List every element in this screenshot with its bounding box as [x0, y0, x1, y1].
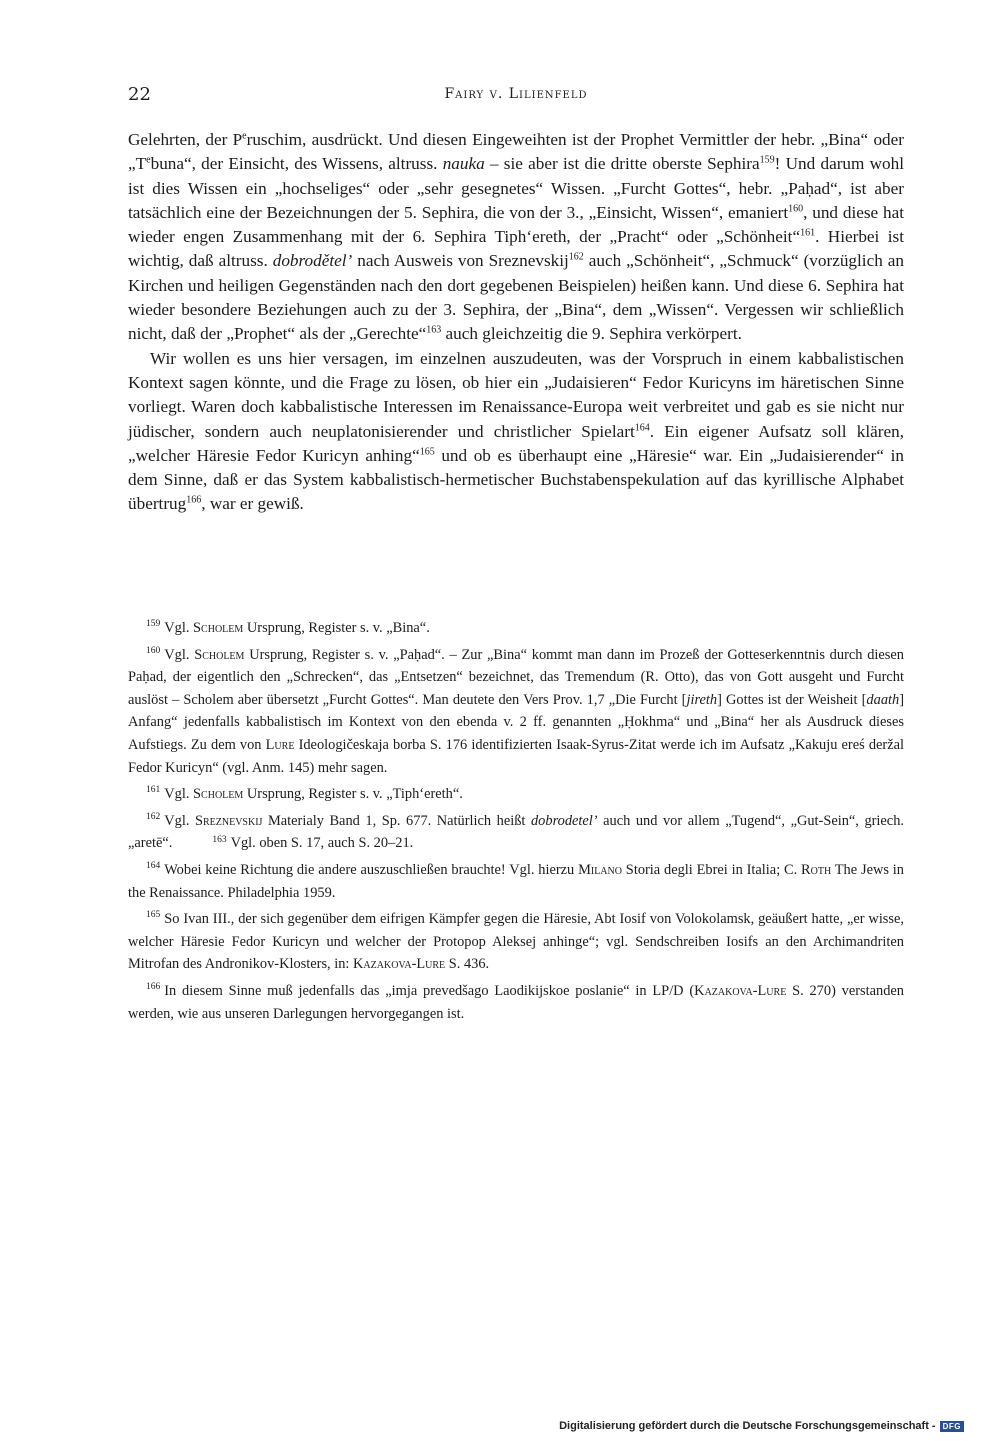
text-run: In diesem Sinne muß jedenfalls das „imja prevedšago Laodikijskoe poslanie“ in LP/D (	[164, 982, 695, 999]
footnote-number: 164	[146, 861, 161, 872]
text-run: So Ivan III., der sich gegenüber dem eifrigen Kämpfer gegen die Häresie, Abt Iosif von Volokolamsk, geäußert hatte, „er wisse, welcher Häresie Fedor Kuricyn und welcher der Protopop Aleksej anhinge“; vgl. Sendschreiben Iosifs an den Archimandriten Mitrofan des Andronikov-Klosters, in:	[128, 911, 904, 973]
footnote-reference: 161	[800, 227, 816, 239]
footnote-reference: 162	[568, 251, 584, 263]
body-paragraph	[128, 128, 904, 347]
footer-text: Digitalisierung gefördert durch die Deutsche Forschungsgemeinschaft -	[559, 1420, 936, 1432]
author-name: Milano	[578, 861, 622, 878]
text-run: Vgl.	[164, 812, 195, 829]
author-name: Scholem	[193, 620, 244, 636]
author-name: Scholem	[194, 646, 245, 663]
text-run: , und diese hat wieder engen Zusammenhang mit der 6. Sephira Tiph‘ereth, der „Pracht“ oder „Schönheit“	[128, 202, 904, 247]
footnote	[128, 859, 904, 904]
dfg-logo: DFG	[940, 1421, 964, 1432]
page-number: 22	[128, 84, 151, 105]
footnote-number: 166	[146, 982, 161, 993]
text-run: buna“, der Einsicht, des Wissens, altruss.	[150, 154, 443, 174]
text-run: Vgl.	[164, 620, 194, 636]
footnote-reference: 160	[788, 203, 804, 215]
footnote-reference: e	[242, 130, 247, 142]
text-run: S. 270) verstanden werden, wie aus unseren Darlegungen hervorgegangen ist.	[128, 982, 904, 1022]
text-run: Wobei keine Richtung die andere auszuschließen brauchte! Vgl. hierzu	[164, 861, 579, 878]
footnote-reference: 166	[186, 494, 202, 506]
italic-term: dobrodetel’	[530, 812, 598, 829]
footnote-reference: 165	[419, 446, 435, 458]
body-text	[128, 128, 904, 517]
footnote	[128, 908, 904, 976]
author-name: Kazakova-Lure	[694, 982, 787, 999]
text-run: Wir wollen es uns hier versagen, im einzelnen auszudeuten, was der Vorspruch in einem kabbalistischen Kontext sagen könnte, und die Frage zu lösen, ob hier ein „Judaisieren“ Fedor Kuricyns im häretischen Sinne vorliegt. Waren doch kabbalistische Interessen im Renaissance-Europa weit verbreitet und gab es sie nicht nur jüdischer, sondern auch neuplatonisierender und christlicher Spielart	[128, 348, 904, 441]
footnotes	[128, 617, 904, 1029]
footnote-reference: 164	[634, 421, 650, 433]
author-name: Kazakova-Lure	[353, 956, 446, 973]
text-run: . Ein eigener Aufsatz soll klären, „welcher Häresie Fedor Kuricyn anhing“	[128, 421, 904, 465]
text-run: und ob es überhaupt eine „Häresie“ war. Ein „Judaisierender“ in dem Sinne, daß er das System kabbalistisch-hermetischer Buchstabenspekulation auf das kyrillische Alphabet übertrug	[128, 445, 904, 514]
author-name: Sreznevskij	[194, 812, 263, 829]
text-run: auch „Schönheit“, „Schmuck“ (vorzüglich an Kirchen und heiligen Gegenständen nach den dort gegebenen Beispielen) heißen kann. Und diese 6. Sephira hat wieder besondere Beziehungen auch zu der 3. Sephira, der „Bina“, dem „Wissen“. Vergessen wir schließlich nicht, daß der „Prophet“ als der „Gerechte“	[128, 251, 904, 344]
text-run: ] Gottes ist der Weisheit [	[717, 691, 867, 708]
text-run: Vgl. oben S. 17, auch S. 20–21.	[230, 835, 414, 852]
digitization-footer	[559, 1420, 964, 1432]
footnote	[128, 644, 904, 780]
text-run: Storia degli Ebrei in Italia; C.	[621, 861, 802, 878]
text-run: Vgl.	[164, 646, 195, 663]
text-run: Vgl.	[164, 786, 194, 803]
body-paragraph	[128, 347, 904, 517]
author-name: Lure	[265, 736, 295, 753]
footnote	[128, 617, 904, 640]
text-run: Materialy Band 1, Sp. 677. Natürlich heißt	[262, 812, 531, 829]
text-run: auch und vor allem „Tugend“, „Gut-Sein“, griech. „aretē“.	[128, 812, 904, 852]
page-header	[128, 84, 904, 108]
italic-term: dobrodětel’	[272, 251, 353, 271]
text-run: ruschim, ausdrückt. Und diesen Eingeweihten ist der Prophet Vermittler der hebr. „Bina“ oder „T	[128, 130, 904, 174]
footnote-number: 160	[146, 645, 161, 656]
footnote-reference: e	[146, 154, 151, 166]
italic-term: jireth	[686, 691, 718, 708]
text-run: Ursprung, Register s. v. „Paḥad“. – Zur „Bina“ kommt man dann im Prozeß der Gotteserkenntnis durch diesen Paḥad, der eigentlich den „Schrecken“, das „Entsetzen“ bezeichnet, das Tremendum (R. Otto), das von Gott ausgeht und Furcht auslöst – Scholem aber übersetzt „Furcht Gottes“. Man deutete den Vers Prov. 1,7 „Die Furcht [	[128, 646, 904, 708]
text-run: – sie aber ist die dritte oberste Sephira	[484, 154, 760, 174]
italic-term: nauka	[442, 154, 485, 174]
author-name: Scholem	[193, 786, 244, 803]
footnote-number: 159	[146, 619, 161, 630]
text-run: auch gleichzeitig die 9. Sephira verkörpert.	[441, 324, 742, 344]
footnote-number: 163	[212, 834, 227, 845]
italic-term: daath	[866, 691, 900, 708]
text-run: ! Und darum wohl ist dies Wissen ein „hochseliges“ oder „sehr gesegnetes“ Wissen. „Furcht Gottes“, hebr. „Paḥad“, ist aber tatsächlich eine der Bezeichnungen der 5. Sephira, die von der 3., „Einsicht, Wissen“, emaniert	[128, 154, 905, 222]
text-run: Ursprung, Register s. v. „Bina“.	[243, 620, 430, 636]
footnote	[128, 810, 904, 855]
footnote	[128, 783, 904, 806]
footnote-number: 161	[146, 785, 161, 796]
text-run: The Jews in the Renaissance. Philadelphia 1959.	[128, 861, 904, 901]
footnote-reference: 159	[759, 154, 775, 166]
footnote-number: 162	[146, 811, 161, 822]
running-head: Fairy v. Lilienfeld	[444, 86, 588, 102]
text-run: ] Anfang“ jedenfalls kabbalistisch im Kontext von den ebenda v. 2 ff. genannten „Ḥokhma“ und „Bina“ her als Ausdruck dieses Aufstiegs. Zu dem von	[128, 691, 904, 753]
footnote	[128, 980, 904, 1025]
text-run: nach Ausweis von Sreznevskij	[352, 251, 569, 271]
text-run: Gelehrten, der P	[128, 130, 243, 149]
text-run: Ideologičeskaja borba S. 176 identifizierten Isaak-Syrus-Zitat werde ich im Aufsatz „Kakuju ereś deržal Fedor Kuricyn“ (vgl. Anm. 145) mehr sagen.	[128, 736, 904, 776]
text-run: S. 436.	[445, 956, 490, 973]
author-name: Roth	[801, 861, 832, 878]
footnote-number: 165	[146, 910, 161, 921]
text-run: , war er gewiß.	[201, 494, 304, 514]
text-run: Ursprung, Register s. v. „Tiph‘ereth“.	[243, 786, 463, 803]
footnote-reference: 163	[426, 324, 442, 336]
text-run: . Hierbei ist wichtig, daß altruss.	[128, 227, 905, 271]
